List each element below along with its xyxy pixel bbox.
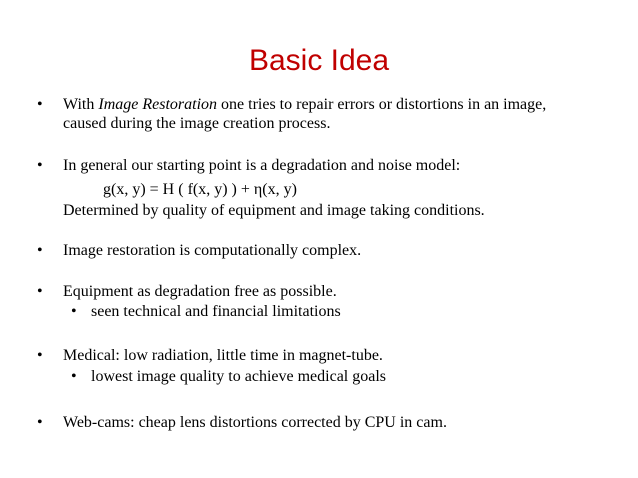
sub-bullet-marker: • [71, 303, 77, 320]
sub-bullet-marker: • [71, 368, 77, 385]
degradation-formula: g(x, y) = H ( f(x, y) ) + η(x, y) [103, 181, 297, 198]
bullet-continuation: caused during the image creation process. [63, 115, 331, 132]
bullet-marker: • [37, 96, 43, 113]
bullet-marker: • [37, 414, 43, 431]
slide-title: Basic Idea [248, 44, 390, 77]
bullet-marker: • [37, 157, 43, 174]
bullet-marker: • [37, 242, 43, 259]
bullet-degradation-model: In general our starting point is a degradation and noise model: [63, 157, 461, 174]
bullet-marker: • [37, 283, 43, 300]
emphasis-term: Image Restoration [98, 96, 218, 113]
sub-bullet-medical-goals: lowest image quality to achieve medical goals [91, 368, 387, 385]
formula-note: Determined by quality of equipment and image taking conditions. [63, 202, 485, 219]
bullet-equipment: Equipment as degradation free as possible. [63, 283, 337, 300]
bullet-webcams: Web-cams: cheap lens distortions corrected by CPU in cam. [63, 414, 447, 431]
bullet-medical: Medical: low radiation, little time in magnet-tube. [63, 347, 383, 364]
bullet-text-suffix: one tries to repair errors or distortions in an image, [217, 96, 547, 113]
sub-bullet-limitations: seen technical and financial limitations [91, 303, 341, 320]
bullet-marker: • [37, 347, 43, 364]
bullet-text-prefix: With [63, 96, 99, 113]
bullet-image-restoration [63, 96, 546, 114]
bullet-complexity: Image restoration is computationally complex. [63, 242, 362, 259]
